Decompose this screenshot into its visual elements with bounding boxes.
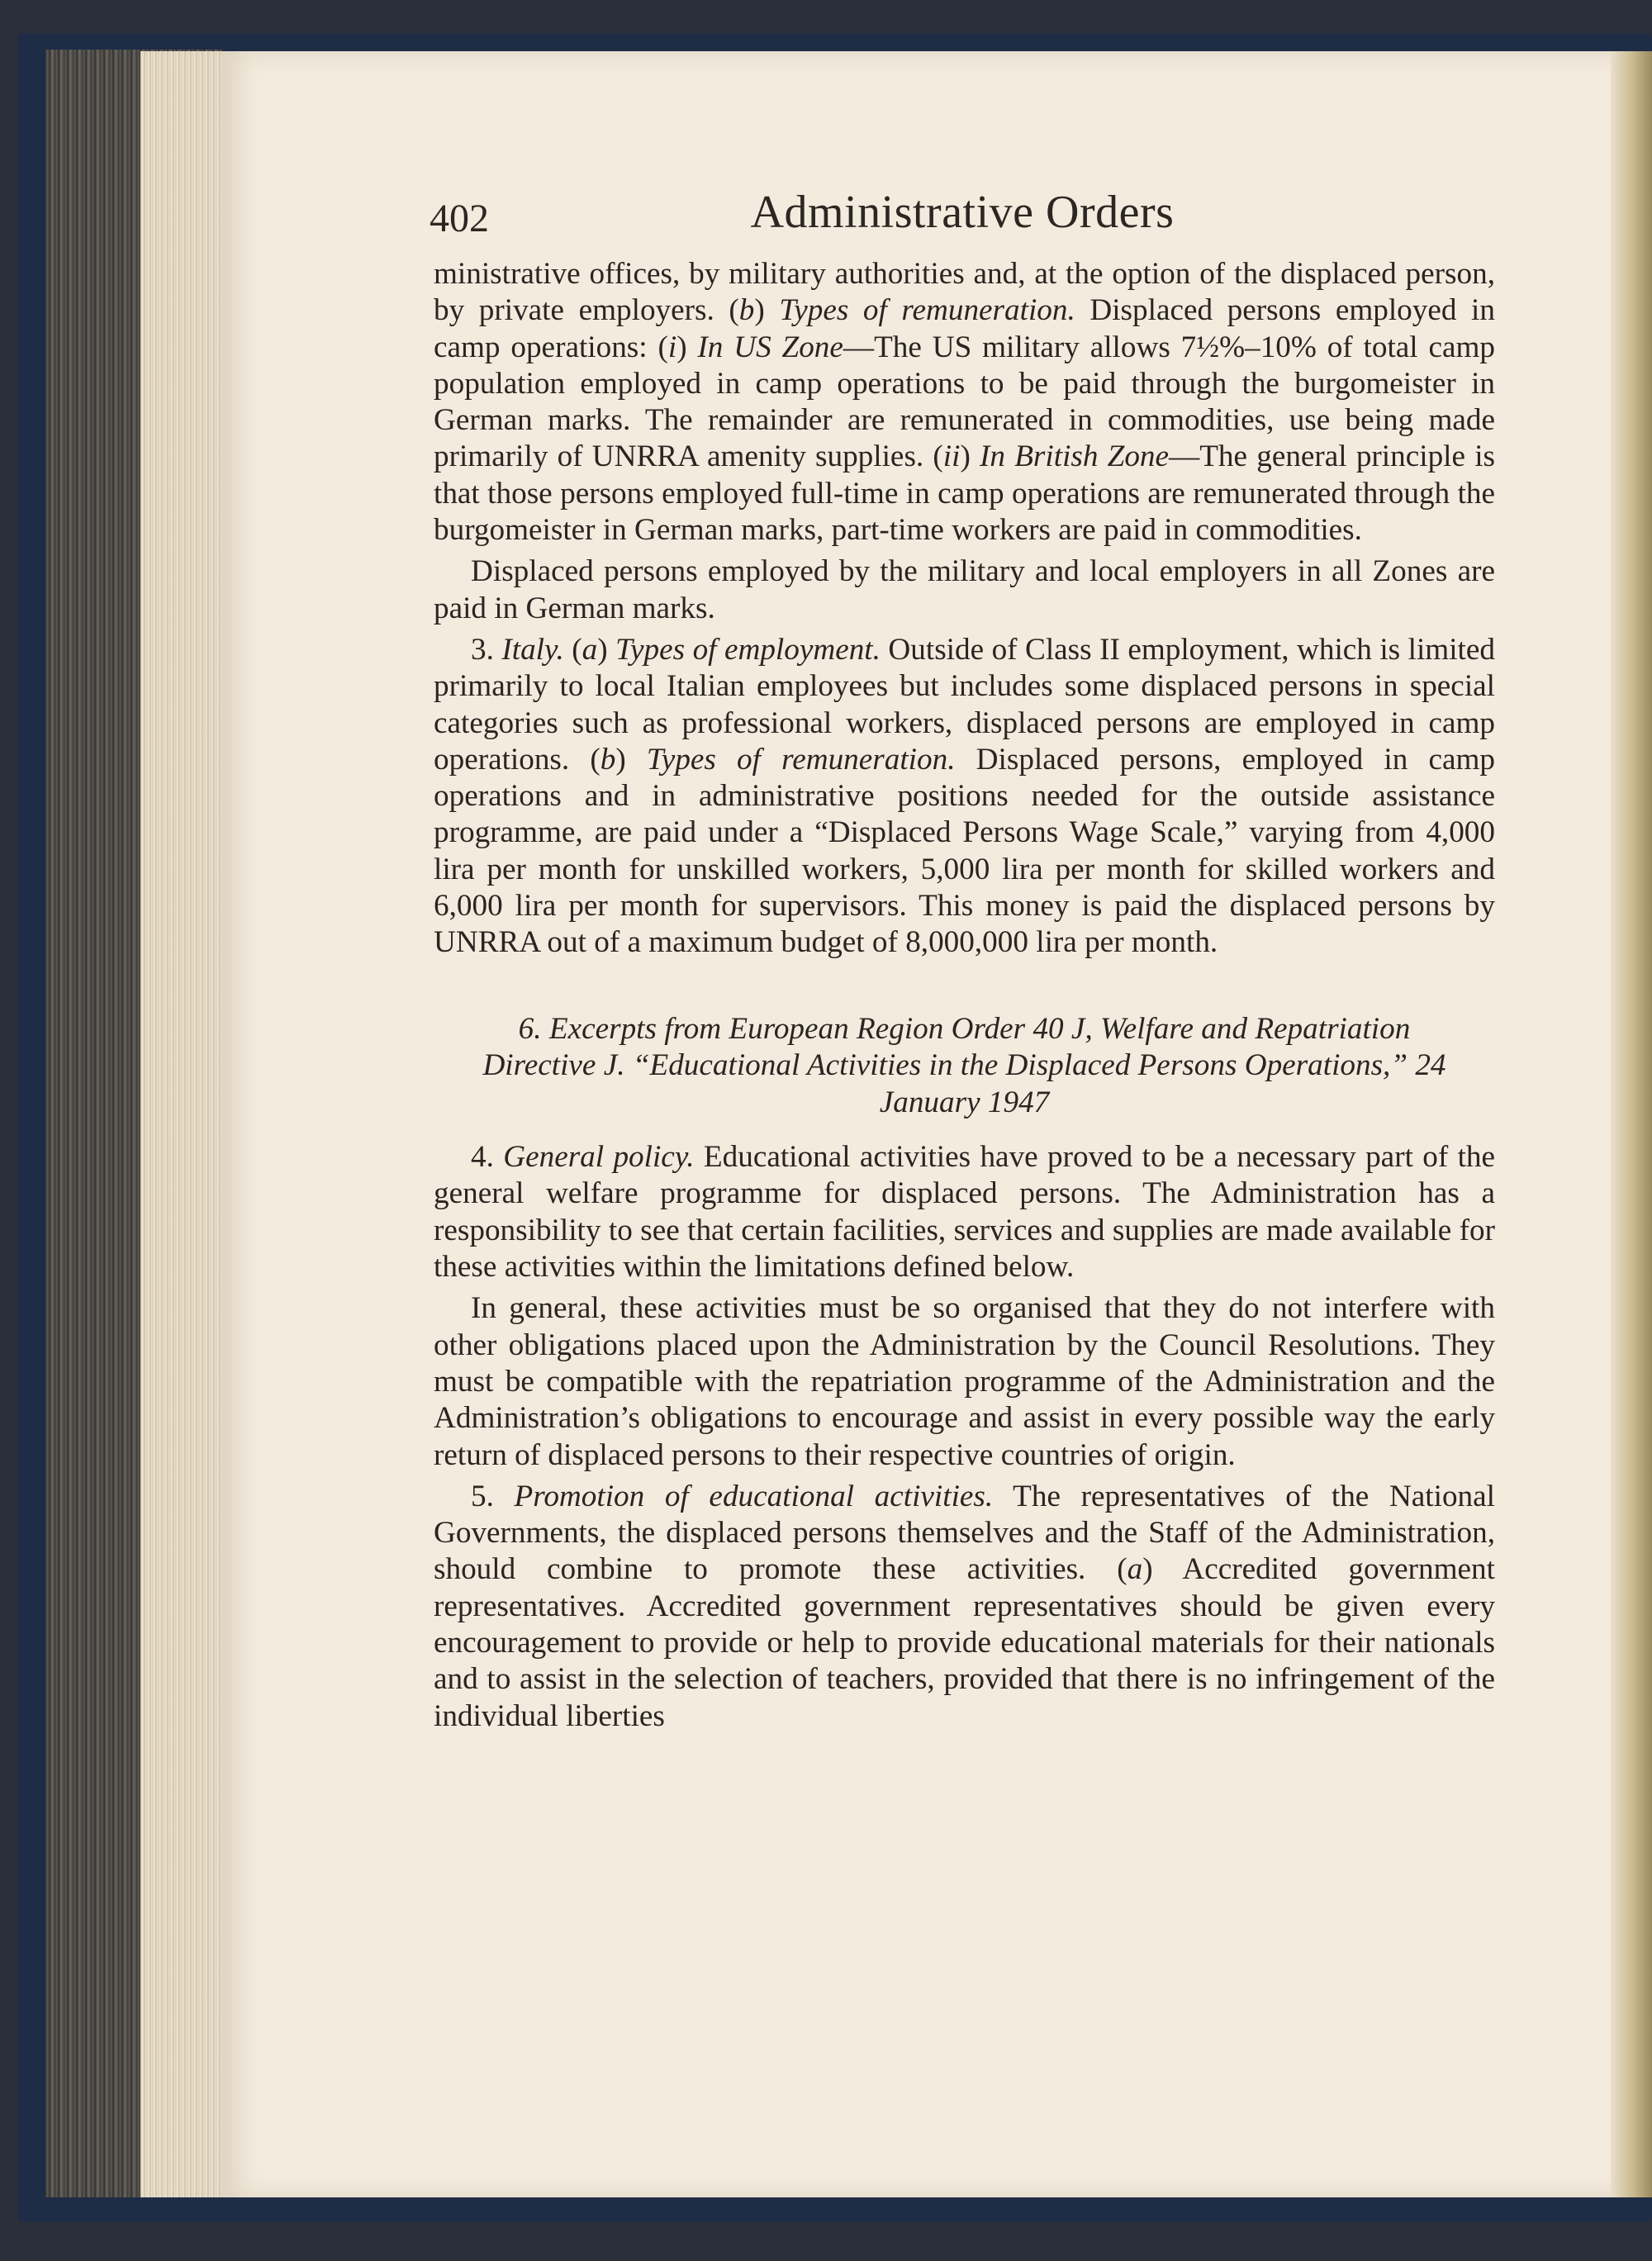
text-run: ministrative offices, by military authorities and, at the option of the displaced person, by private employers. ( <box>434 257 1495 328</box>
italic-run: b <box>600 742 616 777</box>
paragraph: In general, these activities must be so organised that they do not interfere with other obligations placed upon the Administration by the Council Resolutions. They must be compatible with the repatriation programme of the Administration and the Administration’s obligations to encourage and assist in every possible way the early return of displaced persons to their respective countries of origin. <box>434 1291 1495 1472</box>
text-run: ) <box>676 330 698 364</box>
italic-run: b <box>738 293 755 328</box>
facing-page-edge <box>1611 51 1652 2197</box>
text-run: ) <box>615 742 647 777</box>
text-run: Displaced persons, employed in camp operations and in administrative positions needed for the outside assistance programme, are paid under a “Displaced Persons Wage Scale,” varying from 4,000 lira per month for unskilled workers, 5,000 lira per month for skilled workers and 6,000 lira per month for supervisors. This money is paid the displaced persons by UNRRA out of a maximum budget of 8,000,000 lira per month. <box>434 742 1495 960</box>
text-run: 4. <box>471 1140 504 1175</box>
text-run: ) Accredited government representatives. Accredited government representatives should be given every encouragement to provide or help to provide educational materials for their nationals and to assist in the selection of teachers, provided that there is no infringement of the individual liberties <box>434 1552 1495 1733</box>
italic-run: Italy. <box>501 632 564 667</box>
paragraph-continuation <box>434 256 1495 549</box>
italic-run: Promotion of educational activities. <box>514 1479 994 1513</box>
section-title: 6. Excerpts from European Region Order 40 J, Welfare and Repatriation Directive J. “Educational Activities in the Displaced Persons Operations,” 24 January 1947 <box>482 1011 1446 1119</box>
text-run: Outside of Class II employment, which is limited primarily to local Italian employees but includes some displaced persons in special categories such as professional workers, displaced persons are employed in camp operations. ( <box>434 632 1495 777</box>
paragraph-italy <box>434 632 1495 962</box>
text-run: 5. <box>471 1479 515 1513</box>
italic-run: i <box>667 330 677 364</box>
running-head: Administrative Orders <box>750 187 1175 238</box>
page-header <box>430 186 1495 252</box>
paragraph-general-policy <box>434 1139 1495 1285</box>
page-number: 402 <box>430 197 489 240</box>
text-run: ) <box>754 293 780 328</box>
text-run: —The general principle is that those persons employed full-time in camp operations are remunerated through the burgomeister in German marks, part-time workers are paid in commodities. <box>434 439 1495 548</box>
text-run: ) <box>960 439 980 474</box>
italic-run: In US Zone <box>697 330 843 364</box>
body-text <box>434 256 1495 1735</box>
italic-run: General policy. <box>503 1140 695 1175</box>
paragraph: Displaced persons employed by the military and local employers in all Zones are paid in German marks. <box>434 554 1495 625</box>
italic-run: Types of remuneration. <box>779 293 1075 328</box>
text-run: Educational activities have proved to be a necessary part of the general welfare programme for displaced persons. The Administration has a responsibility to see that certain facilities, services and supplies are made available for these activities within the limitations defined below. <box>434 1140 1496 1285</box>
text-run: ) <box>597 632 616 667</box>
text-run: ( <box>563 632 582 667</box>
italic-run: a <box>582 632 598 667</box>
italic-run: Types of remuneration. <box>646 742 956 777</box>
paragraph-promotion <box>434 1479 1495 1735</box>
text-run: The representatives of the National Governments, the displaced persons themselves and the Staff of the Administration, should combine to promote these activities. ( <box>434 1479 1495 1587</box>
text-run: —The US military allows 7½%–10% of total camp population employed in camp operations to be paid through the burgomeister in German marks. The remainder are remunerated in commodities, use being made primarily of UNRRA amenity supplies. ( <box>434 330 1495 474</box>
text-run: Displaced persons employed in camp operations: ( <box>434 293 1495 364</box>
italic-run: ii <box>942 439 961 474</box>
italic-run: a <box>1127 1552 1143 1587</box>
page-edges-light <box>140 51 223 2197</box>
italic-run: In British Zone <box>980 439 1170 474</box>
italic-run: Types of employment. <box>615 632 881 667</box>
text-run: 3. <box>471 632 502 667</box>
